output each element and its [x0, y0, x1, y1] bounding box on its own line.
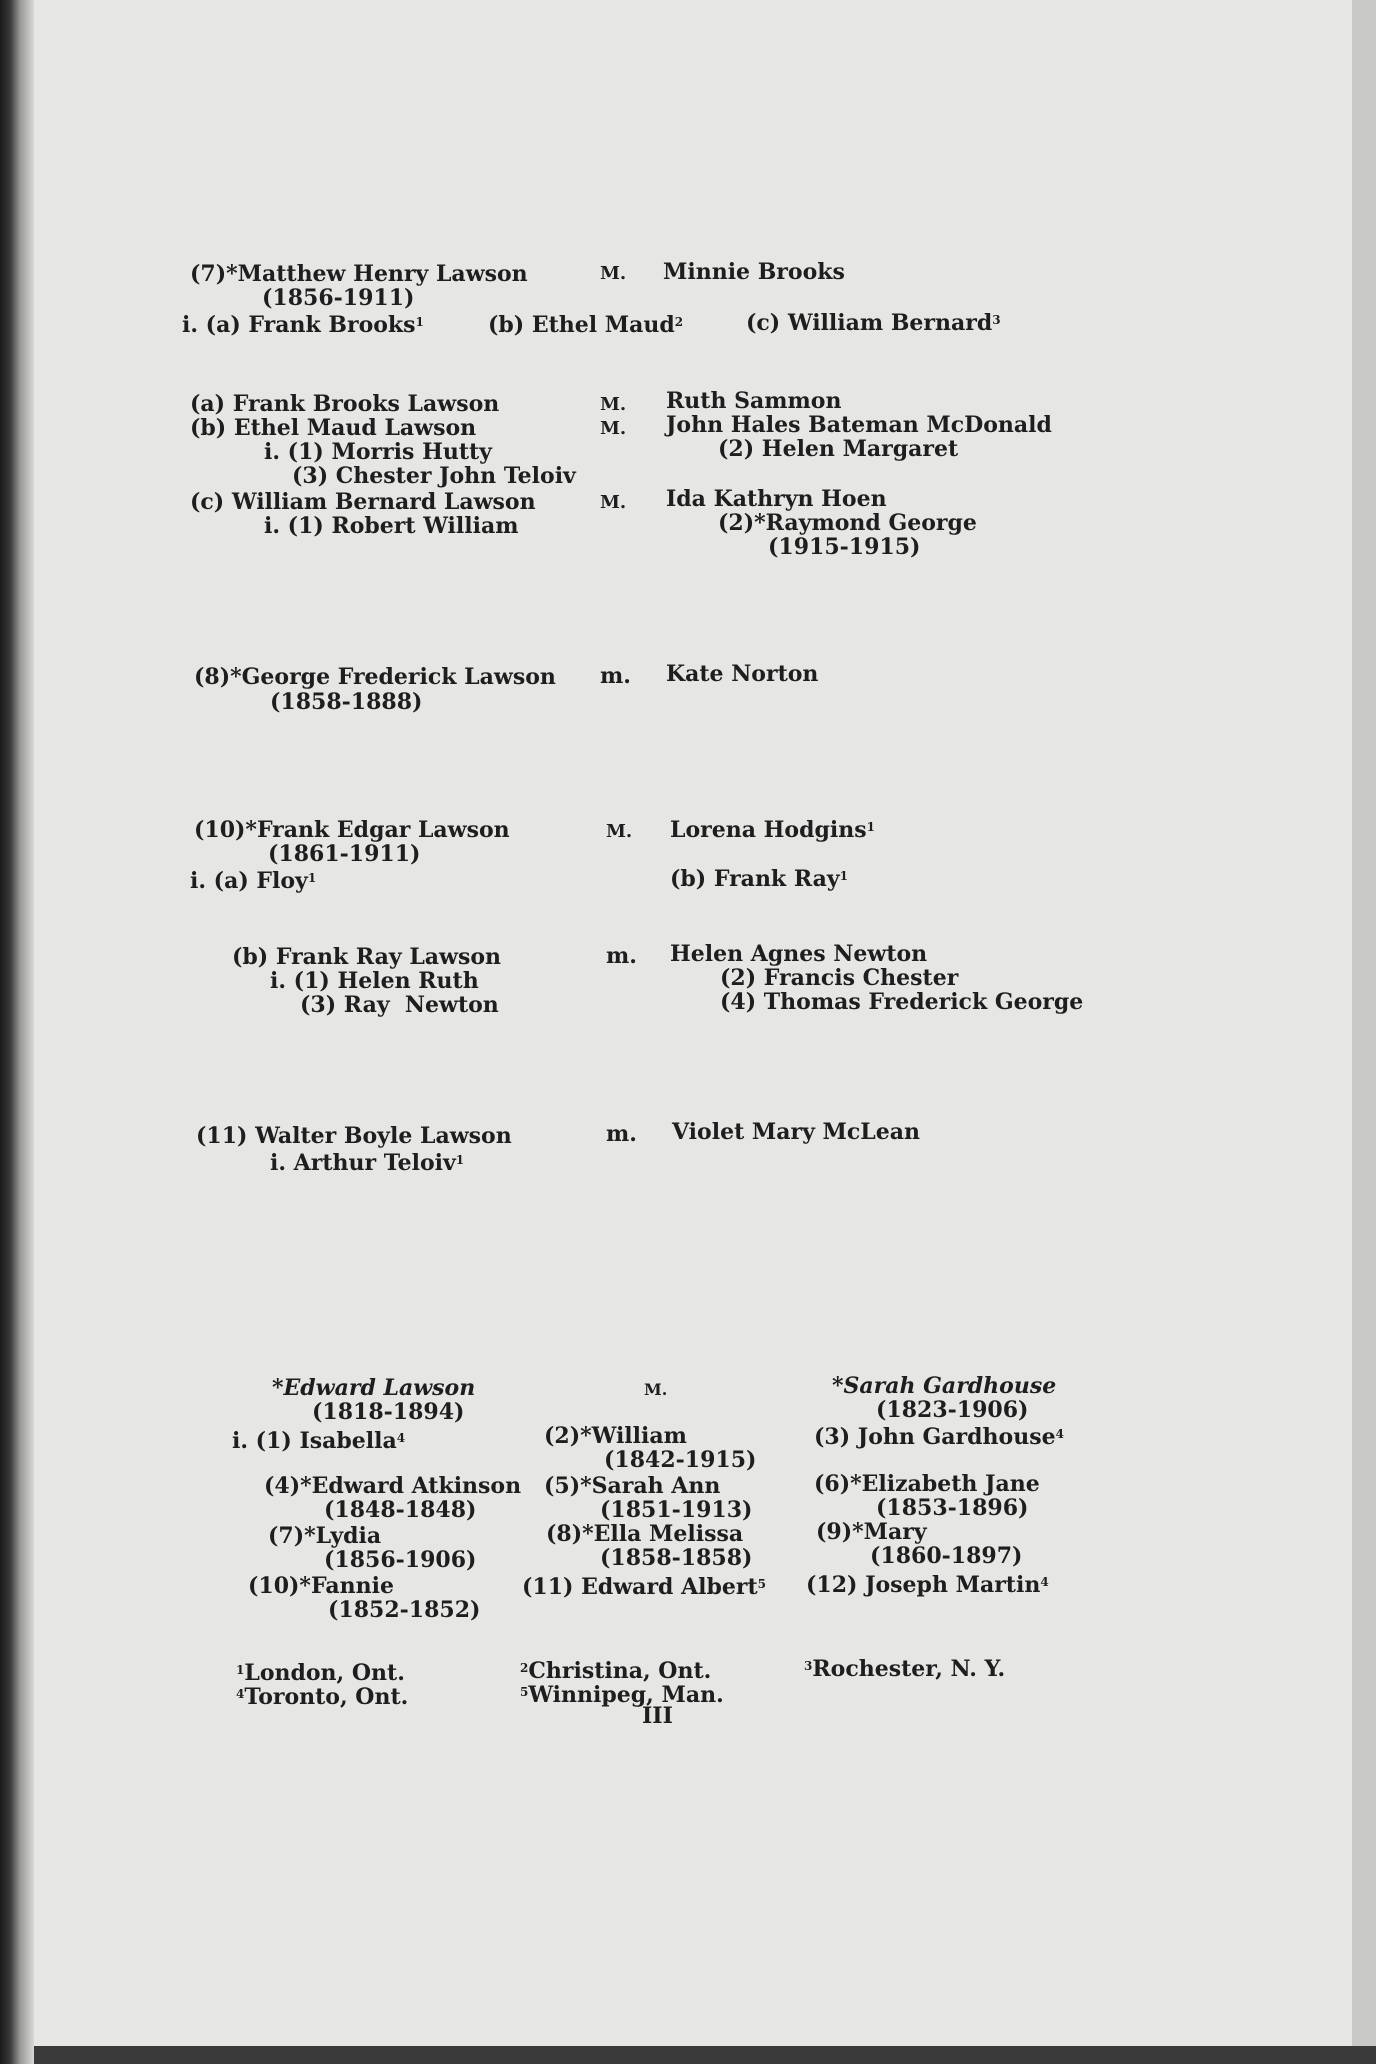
footnote-1: $^1$London, Ont. — [236, 1660, 405, 1686]
footnote-2: $^2$Christina, Ont. — [520, 1658, 712, 1684]
entry-fr-name: (b) Frank Ray Lawson — [232, 944, 502, 970]
entry-b-child-2: (2) Helen Margaret — [718, 436, 959, 462]
entry-fr-spouse: Helen Agnes Newton — [670, 941, 928, 967]
entry-10-child-a: i. (a) Floy$^1$ — [190, 868, 317, 894]
entry-10-spouse: Lorena Hodgins$^1$ — [670, 817, 875, 843]
entry-c-child-2-dates: (1915-1915) — [768, 534, 921, 560]
parents-child-6-dates: (1853-1896) — [876, 1495, 1029, 1521]
entry-11-child: i. Arthur Teloiv$^1$ — [270, 1150, 465, 1176]
entry-a-spouse: Ruth Sammon — [666, 388, 842, 414]
entry-11-spouse: Violet Mary McLean — [672, 1119, 920, 1145]
entry-10-child-b: (b) Frank Ray$^1$ — [670, 866, 849, 892]
parents-child-5-dates: (1851-1913) — [600, 1497, 753, 1523]
parents-child-3: (3) John Gardhouse$^4$ — [814, 1424, 1064, 1450]
footnote-5: $^5$Winnipeg, Man. — [520, 1682, 724, 1708]
parents-child-9: (9)*Mary — [816, 1519, 927, 1545]
entry-8-married: m. — [600, 663, 631, 689]
entry-8-name: (8)*George Frederick Lawson — [194, 664, 556, 690]
father-name: *Edward Lawson — [272, 1375, 476, 1401]
entry-fr-married: m. — [606, 943, 637, 969]
entry-c-child-2: (2)*Raymond George — [718, 510, 977, 536]
footnote-3: $^3$Rochester, N. Y. — [804, 1656, 1006, 1682]
entry-8-dates: (1858-1888) — [270, 689, 423, 715]
entry-c-child-1: i. (1) Robert William — [264, 513, 519, 539]
footnote-4: $^4$Toronto, Ont. — [236, 1684, 409, 1710]
entry-7-name: (7)*Matthew Henry Lawson — [190, 261, 528, 287]
entry-7-child-c: (c) William Bernard$^3$ — [746, 310, 1001, 336]
entry-7-dates: (1856-1911) — [262, 285, 415, 311]
entry-7-child-a: i. (a) Frank Brooks$^1$ — [182, 312, 424, 338]
entry-7-child-b: (b) Ethel Maud$^2$ — [488, 312, 684, 338]
entry-b-child-3: (3) Chester John Teloiv — [292, 463, 576, 489]
parents-child-11: (11) Edward Albert$^5$ — [522, 1574, 766, 1600]
entry-a-married: M. — [600, 394, 627, 415]
parents-child-4-dates: (1848-1848) — [324, 1497, 477, 1523]
parents-child-7: (7)*Lydia — [268, 1523, 382, 1549]
entry-fr-child-4: (4) Thomas Frederick George — [720, 989, 1084, 1015]
mother-dates: (1823-1906) — [876, 1397, 1029, 1423]
parents-child-6: (6)*Elizabeth Jane — [814, 1471, 1040, 1497]
entry-c-name: (c) William Bernard Lawson — [190, 489, 536, 515]
page-edge — [1352, 0, 1376, 2064]
entry-b-name: (b) Ethel Maud Lawson — [190, 415, 477, 441]
entry-10-name: (10)*Frank Edgar Lawson — [194, 817, 510, 843]
page-bottom-edge — [34, 2046, 1376, 2064]
entry-fr-child-2: (2) Francis Chester — [720, 965, 959, 991]
book-spine — [0, 0, 34, 2064]
parents-married: M. — [644, 1380, 668, 1399]
entry-b-married: M. — [600, 418, 627, 439]
mother-name: *Sarah Gardhouse — [832, 1373, 1057, 1399]
entry-11-married: m. — [606, 1121, 637, 1147]
parents-child-5: (5)*Sarah Ann — [544, 1473, 721, 1499]
parents-child-9-dates: (1860-1897) — [870, 1543, 1023, 1569]
parents-child-8-dates: (1858-1858) — [600, 1545, 753, 1571]
parents-child-2: (2)*William — [544, 1423, 687, 1449]
entry-fr-child-3: (3) Ray Newton — [300, 992, 499, 1018]
entry-8-spouse: Kate Norton — [666, 661, 819, 687]
entry-10-married: M. — [606, 821, 633, 842]
entry-10-dates: (1861-1911) — [268, 841, 421, 867]
entry-11-name: (11) Walter Boyle Lawson — [196, 1123, 512, 1149]
entry-b-spouse: John Hales Bateman McDonald — [666, 412, 1052, 438]
parents-child-10-dates: (1852-1852) — [328, 1597, 481, 1623]
parents-child-1: i. (1) Isabella$^4$ — [232, 1428, 406, 1454]
parents-child-4: (4)*Edward Atkinson — [264, 1473, 522, 1499]
entry-a-name: (a) Frank Brooks Lawson — [190, 391, 500, 417]
entry-fr-child-1: i. (1) Helen Ruth — [270, 968, 479, 994]
entry-7-married: M. — [600, 263, 627, 284]
parents-child-12: (12) Joseph Martin$^4$ — [806, 1572, 1049, 1598]
entry-c-married: M. — [600, 492, 627, 513]
entry-7-spouse: Minnie Brooks — [663, 259, 845, 285]
parents-child-7-dates: (1856-1906) — [324, 1547, 477, 1573]
entry-c-spouse: Ida Kathryn Hoen — [666, 486, 887, 512]
father-dates: (1818-1894) — [312, 1399, 465, 1425]
entry-b-child-1: i. (1) Morris Hutty — [264, 439, 492, 465]
parents-child-10: (10)*Fannie — [248, 1573, 394, 1599]
parents-child-2-dates: (1842-1915) — [604, 1447, 757, 1473]
page-number: III — [642, 1703, 673, 1729]
parents-child-8: (8)*Ella Melissa — [546, 1521, 744, 1547]
